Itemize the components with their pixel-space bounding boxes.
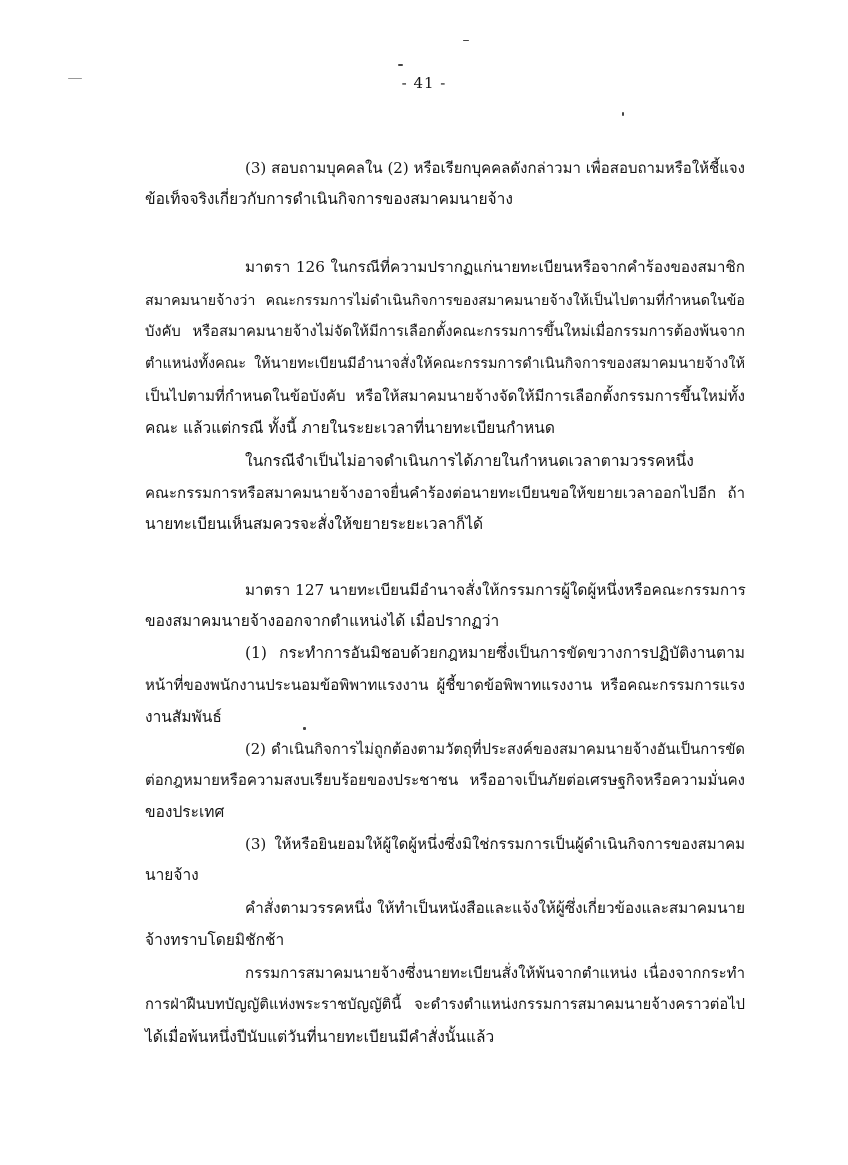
text-line: คณะกรรมการหรือสมาคมนายจ้างอาจยื่นคำร้องต่อนายทะเบียนขอให้ขยายเวลาออกไปอีก ถ้า	[145, 484, 745, 502]
text-line: ต่อกฎหมายหรือความสงบเรียบร้อยของประชาชน หรืออาจเป็นภัยต่อเศรษฐกิจหรือความมั่นคง	[145, 771, 745, 789]
text-line: งานสัมพันธ์	[145, 708, 222, 726]
text-line: นายจ้าง	[145, 866, 199, 884]
scan-speck	[622, 112, 624, 116]
text-line: ตำแหน่งทั้งคณะ ให้นายทะเบียนมีอำนาจสั่งให้คณะกรรมการดำเนินกิจการของสมาคมนายจ้างให้	[145, 356, 745, 372]
text-line: บังคับ หรือสมาคมนายจ้างไม่จัดให้มีการเลือกตั้งคณะกรรมการขึ้นใหม่เมื่อกรรมการต้องพ้นจาก	[145, 323, 745, 340]
text-line: กรรมการสมาคมนายจ้างซึ่งนายทะเบียนสั่งให้พ้นจากตำแหน่ง เนื่องจากกระทำ	[245, 964, 745, 982]
text-line: นายทะเบียนเห็นสมควรจะสั่งให้ขยายระยะเวลาก็ได้	[145, 515, 484, 533]
scan-speck	[463, 40, 469, 41]
scan-speck	[303, 727, 306, 730]
scan-speck	[398, 64, 403, 66]
text-line: (3) ให้หรือยินยอมให้ผู้ใดผู้หนึ่งซึ่งมิใช่กรรมการเป็นผู้ดำเนินกิจการของสมาคม	[245, 835, 745, 853]
text-line: สมาคมนายจ้างว่า คณะกรรมการไม่ดำเนินกิจการของสมาคมนายจ้างให้เป็นไปตามที่กำหนดในข้อ	[145, 293, 745, 309]
text-line: คำสั่งตามวรรคหนึ่ง ให้ทำเป็นหนังสือและแจ้งให้ผู้ซึ่งเกี่ยวข้องและสมาคมนาย	[245, 899, 746, 917]
text-line: (1) กระทำการอันมิชอบด้วยกฎหมายซึ่งเป็นการขัดขวางการปฏิบัติงานตาม	[245, 644, 745, 662]
section-127-heading-line: มาตรา 127 นายทะเบียนมีอำนาจสั่งให้กรรมการผู้ใดผู้หนึ่งหรือคณะกรรมการ	[245, 581, 746, 599]
text-line: เป็นไปตามที่กำหนดในข้อบังคับ หรือให้สมาคมนายจ้างจัดให้มีการเลือกตั้งกรรมการขึ้นใหม่ทั้ง	[145, 387, 745, 405]
page-number: - 41 -	[401, 74, 447, 92]
text-line: การฝ่าฝืนบทบัญญัติแห่งพระราชบัญญัตินี้ จะดำรงตำแหน่งกรรมการสมาคมนายจ้างคราวต่อไป	[145, 996, 745, 1013]
text-line: หน้าที่ของพนักงานประนอมข้อพิพาทแรงงาน ผู้ชี้ขาดข้อพิพาทแรงงาน หรือคณะกรรมการแรง	[145, 676, 745, 694]
section-126-heading-line: มาตรา 126 ในกรณีที่ความปรากฏแก่นายทะเบียนหรือจากคำร้องของสมาชิก	[245, 258, 745, 276]
text-line: จ้างทราบโดยมิชักช้า	[145, 931, 285, 949]
text-line: คณะ แล้วแต่กรณี ทั้งนี้ ภายในระยะเวลาที่นายทะเบียนกำหนด	[145, 419, 555, 437]
scan-speck	[68, 78, 82, 79]
text-line: (3) สอบถามบุคคลใน (2) หรือเรียกบุคคลดังกล่าวมา เพื่อสอบถามหรือให้ชี้แจง	[245, 159, 745, 177]
text-line: ของประเทศ	[145, 803, 225, 821]
text-line: ได้เมื่อพ้นหนึ่งปีนับแต่วันที่นายทะเบียนมีคำสั่งนั้นแล้ว	[145, 1028, 495, 1046]
text-line: ของสมาคมนายจ้างออกจากตำแหน่งได้ เมื่อปรากฏว่า	[145, 612, 500, 630]
text-line: ข้อเท็จจริงเกี่ยวกับการดำเนินกิจการของสมาคมนายจ้าง	[145, 190, 513, 208]
text-line: ในกรณีจำเป็นไม่อาจดำเนินการได้ภายในกำหนดเวลาตามวรรคหนึ่ง	[245, 452, 694, 470]
text-line: (2) ดำเนินกิจการไม่ถูกต้องตามวัตถุที่ประสงค์ของสมาคมนายจ้างอันเป็นการขัด	[245, 741, 745, 758]
